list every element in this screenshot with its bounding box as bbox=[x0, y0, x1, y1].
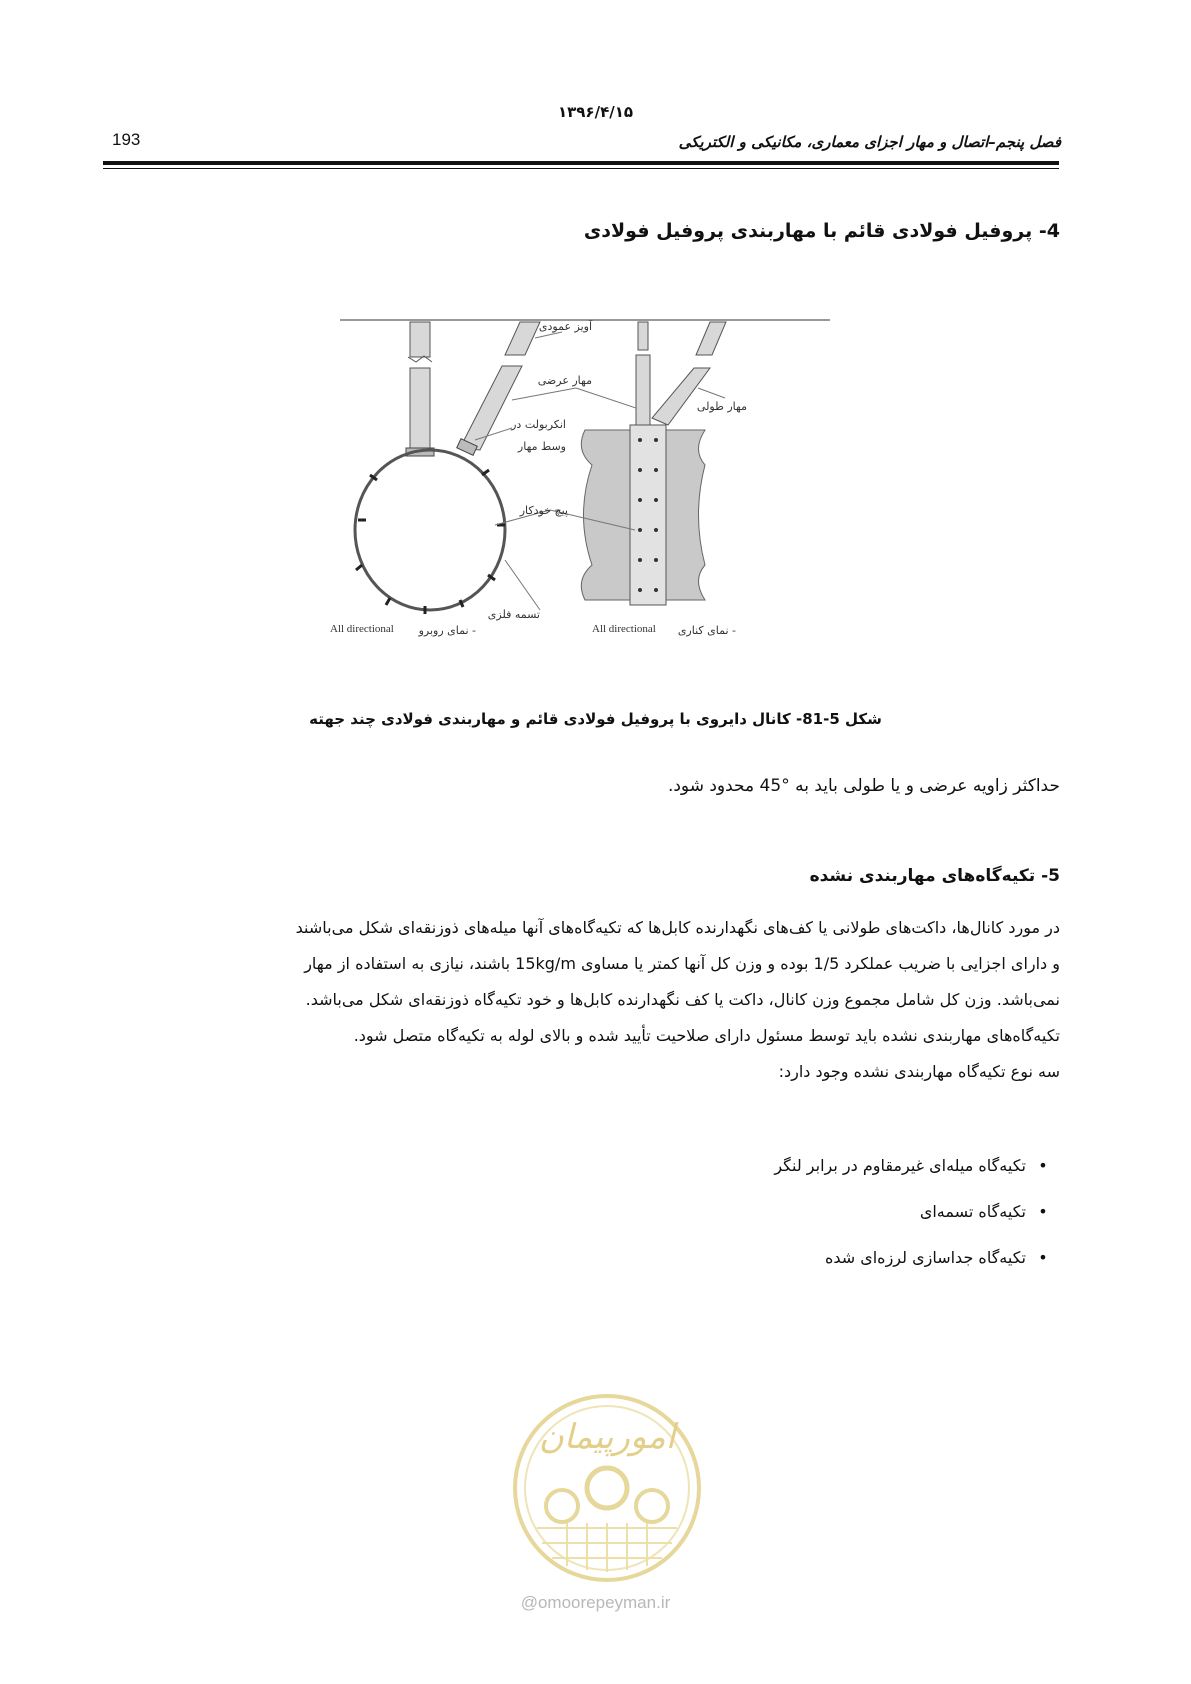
bullet-icon: • bbox=[1038, 1248, 1048, 1267]
watermark-text: @omoorepeyman.ir bbox=[520, 1593, 671, 1612]
label-side-view-fa: نمای کناری - bbox=[677, 624, 736, 637]
paragraph-line: و دارای اجزایی با ضریب عملکرد 1/5 بوده و وزن کل آنها کمتر یا مساوی 15kg/m باشند، نیازی به استفاده از مهار bbox=[304, 954, 1060, 973]
label-lateral-brace: مهار عرضی bbox=[537, 374, 592, 387]
vertical-hanger-left bbox=[406, 322, 434, 456]
page-number: 193 bbox=[112, 130, 141, 149]
paragraph-line: نمی‌باشد. وزن کل شامل مجموع وزن کانال، داکت یا کف نگهدارنده کابل‌ها و خود تکیه‌گاه ذوزنقه‌ای شکل می‌باشد. bbox=[305, 990, 1060, 1009]
side-duct bbox=[581, 425, 705, 605]
label-anchor-bolt-2: وسط مهار bbox=[517, 440, 566, 453]
header-rule-thin bbox=[103, 168, 1059, 169]
label-front-view-en: All directional bbox=[330, 623, 394, 635]
lateral-brace-left bbox=[457, 322, 540, 455]
label-front-view-fa: نمای روبرو - bbox=[418, 624, 476, 637]
label-self-tapping-screw: پیچ خودکار bbox=[519, 504, 568, 517]
list-item: •تکیه‌گاه جداسازی لرزه‌ای شده bbox=[460, 1235, 1060, 1281]
chapter-title: فصل پنجم–اتصال و مهار اجزای معماری، مکانیکی و الکتریکی bbox=[678, 133, 1061, 151]
max-angle-paragraph: حداکثر زاویه عرضی و یا طولی باید به °45 محدود شود. bbox=[667, 776, 1060, 796]
label-side-view-en: All directional bbox=[592, 623, 656, 635]
list-item: •تکیه‌گاه میله‌ای غیرمقاوم در برابر لنگر bbox=[460, 1143, 1060, 1189]
bullet-icon: • bbox=[1038, 1156, 1048, 1175]
label-longitudinal-brace: مهار طولی bbox=[696, 400, 747, 413]
support-types-list bbox=[460, 1143, 1060, 1281]
label-metal-strap: تسمه فلزی bbox=[487, 608, 540, 621]
bullet-icon: • bbox=[1038, 1202, 1048, 1221]
duct-bracing-figure bbox=[330, 300, 860, 695]
header-date: ۱۳۹۶/۴/۱۵ bbox=[557, 103, 634, 121]
header-rule-thick bbox=[103, 161, 1059, 165]
label-anchor-bolt-1: انکربولت در bbox=[511, 418, 566, 431]
label-vertical-hanger: آویز عمودی bbox=[538, 320, 592, 333]
section-5-paragraph bbox=[115, 910, 1060, 1090]
paragraph-line: سه نوع تکیه‌گاه مهاربندی نشده وجود دارد: bbox=[778, 1062, 1060, 1081]
list-item: •تکیه‌گاه تسمه‌ای bbox=[460, 1189, 1060, 1235]
duct-screws bbox=[356, 470, 505, 614]
figure-caption: شکل 5-81- کانال دایروی با پروفیل فولادی قائم و مهاربندی فولادی چند جهته bbox=[309, 710, 882, 728]
stamp-text: امورپیمان bbox=[538, 1417, 676, 1457]
omoore-peyman-stamp-icon bbox=[497, 1388, 717, 1588]
paragraph-line: در مورد کانال‌ها، داکت‌های طولانی یا کف‌های نگهدارنده کابل‌ها که تکیه‌گاه‌های آنها میله‌های ذوزنقه‌ای شکل می‌باشند bbox=[295, 918, 1060, 937]
paragraph-line: تکیه‌گاه‌های مهاربندی نشده باید توسط مسئول دارای صلاحیت تأیید شده و بالای لوله به تکیه‌گاه متصل شود. bbox=[353, 1026, 1060, 1045]
section-4-heading: 4- پروفیل فولادی قائم با مهاربندی پروفیل فولادی bbox=[583, 220, 1060, 242]
section-5-heading: 5- تکیه‌گاه‌های مهاربندی نشده bbox=[809, 866, 1060, 886]
